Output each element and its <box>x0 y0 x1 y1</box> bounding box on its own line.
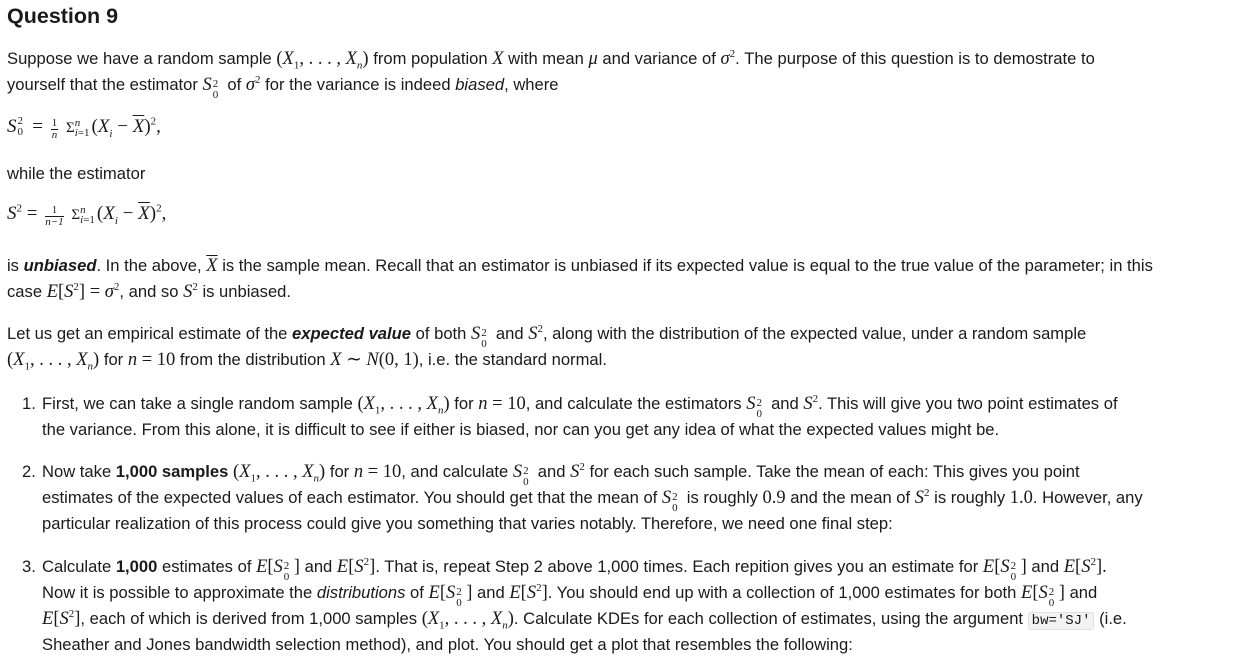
list-item-1-line-1: First, we can take a single random sample ($X_1$, . . . , $X_n$) for n = 10, and calculate the estimators S 2 0 and $S^2$. This will give you two point estimates of <box>42 392 1118 420</box>
list-item-2-line-1: Now take 1,000 samples ($X_1$, . . . , $X_n$) for n = 10, and calculate S 2 0 and $S^2$ for each such sample. Take the mean of each: This gives you point <box>42 460 1080 488</box>
list-item-3-line-2: Now it is possible to approximate the distributions of E[S 2 0 ] and $E[S^2]$. You should end up with a collection of 1,000 estimates for both E[S 2 0 ] and <box>42 581 1098 609</box>
list-item-number: 3. <box>22 557 36 576</box>
paragraph-empirical-line-2: ($X_1$, . . . , $X_n$) for n = 10 from the distribution X ∼ N(0, 1), i.e. the standard normal. <box>7 350 607 373</box>
paragraph-empirical-line-1: Let us get an empirical estimate of the expected value of both S 2 0 and $S^2$, along with the distribution of the expected value, under a random sample <box>7 322 1087 350</box>
while-text: while the estimator <box>7 164 146 183</box>
equation-s0-squared: S 2 0 = $\frac{1}{n}$ Σ n i=1 $(X_i - \overline{X})^2$, <box>7 115 161 141</box>
question-heading: Question 9 <box>7 4 119 28</box>
paragraph-unbiased-line-2: case $E[S^2] = \sigma^2$, and so $S^2$ is unbiased. <box>7 280 292 302</box>
list-item-3-line-4: Sheather and Jones bandwidth selection method), and plot. You should get a plot that resembles the following: <box>42 635 853 654</box>
equation-s-squared: $S^2$ = $\frac{1}{n-1}$ Σ n i=1 $(X_i - \overline{X})^2$, <box>7 202 167 228</box>
paragraph-intro-line-2: yourself that the estimator S 2 0 of $\sigma^2$ for the variance is indeed biased, where <box>7 73 559 101</box>
list-item-2-line-3: particular realization of this process could give you something that varies notably. Therefore, we need one final step: <box>42 514 893 533</box>
list-item-number: 2. <box>22 462 36 481</box>
paragraph-intro-line-1: Suppose we have a random sample ($X_1$, . . . , $X_n$) from population X with mean μ and variance of $\sigma^2$. The purpose of this question is to demostrate to <box>7 47 1095 72</box>
list-item-3-line-3: $E[S^2]$, each of which is derived from 1,000 samples ($X_1$, . . . , $X_n$). Calculate KDEs for each collection of estimates, using the argument bw='SJ' (i.e. <box>42 607 1127 632</box>
list-item-1-line-2: the variance. From this alone, it is difficult to see if either is biased, nor can you get any idea of what the expected values might be. <box>42 420 1000 439</box>
paragraph-unbiased-line-1: is unbiased. In the above, $\overline{X}$ is the sample mean. Recall that an estimator is unbiased if its expected value is equal to the true value of the parameter; in this <box>7 256 1153 276</box>
list-item-number: 1. <box>22 394 36 413</box>
code-bw-sj: bw='SJ' <box>1028 612 1095 630</box>
list-item-2-line-2: estimates of the expected values of each estimator. You should get that the mean of S 2 0 is roughly 0.9 and the mean of $S^2$ is roughly 1.0. However, any <box>42 486 1143 514</box>
list-item-3-line-1: Calculate 1,000 estimates of E[S 2 0 ] and $E[S^2]$. That is, repeat Step 2 above 1,000 times. Each repition gives you an estimate for E[S 2 0 ] and $E[S^2]$. <box>42 555 1107 583</box>
